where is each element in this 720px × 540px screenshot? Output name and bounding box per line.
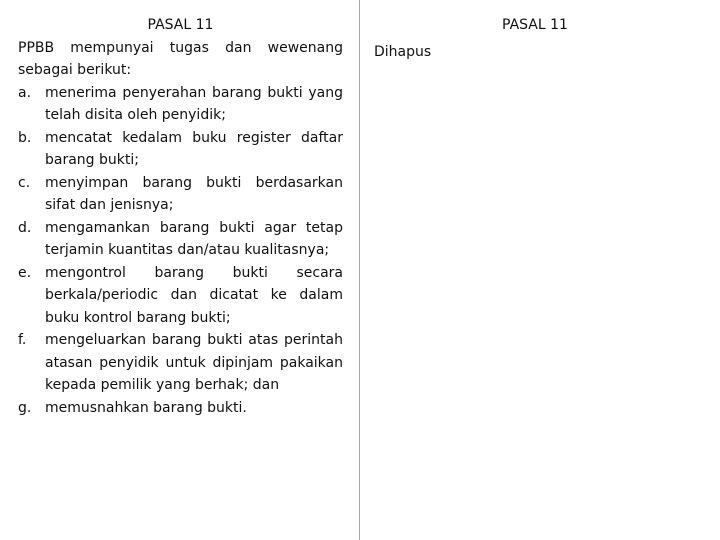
- item-letter: d.: [18, 219, 32, 236]
- list-item: [18, 82, 343, 127]
- item-text: mencatat kedalam buku register daftar barang bukti;: [45, 129, 343, 168]
- intro-text: PPBB mempunyai tugas dan wewenang sebagai berikut:: [18, 39, 343, 78]
- left-column: [18, 14, 343, 419]
- list-item: [18, 397, 343, 420]
- column-divider: [359, 0, 360, 540]
- item-letter: b.: [18, 129, 32, 146]
- item-text: memusnahkan barang bukti.: [45, 399, 247, 416]
- list-item: [18, 329, 343, 397]
- item-text: menyimpan barang bukti berdasarkan sifat dan jenisnya;: [45, 174, 343, 213]
- list-item: [18, 262, 343, 330]
- list-item: [18, 127, 343, 172]
- list-item: [18, 172, 343, 217]
- right-heading: PASAL 11: [502, 17, 568, 33]
- item-text: menerima penyerahan barang bukti yang telah disita oleh penyidik;: [45, 84, 343, 123]
- list-item: [18, 217, 343, 262]
- item-letter: g.: [18, 399, 32, 416]
- left-heading: PASAL 11: [147, 17, 214, 33]
- item-text: mengamankan barang bukti agar tetap terjamin kuantitas dan/atau kualitasnya;: [45, 219, 343, 258]
- duties-list: [18, 82, 343, 420]
- item-letter: c.: [18, 174, 31, 191]
- item-letter: f.: [18, 332, 27, 348]
- right-text: Dihapus: [374, 44, 432, 60]
- item-text: mengeluarkan barang bukti atas perintah atasan penyidik untuk dipinjam pakaikan kepada pemilik yang berhak; dan: [45, 332, 343, 393]
- item-letter: e.: [18, 264, 32, 281]
- item-text: mengontrol barang bukti secara berkala/periodic dan dicatat ke dalam buku kontrol barang bukti;: [45, 264, 343, 326]
- item-letter: a.: [18, 84, 32, 101]
